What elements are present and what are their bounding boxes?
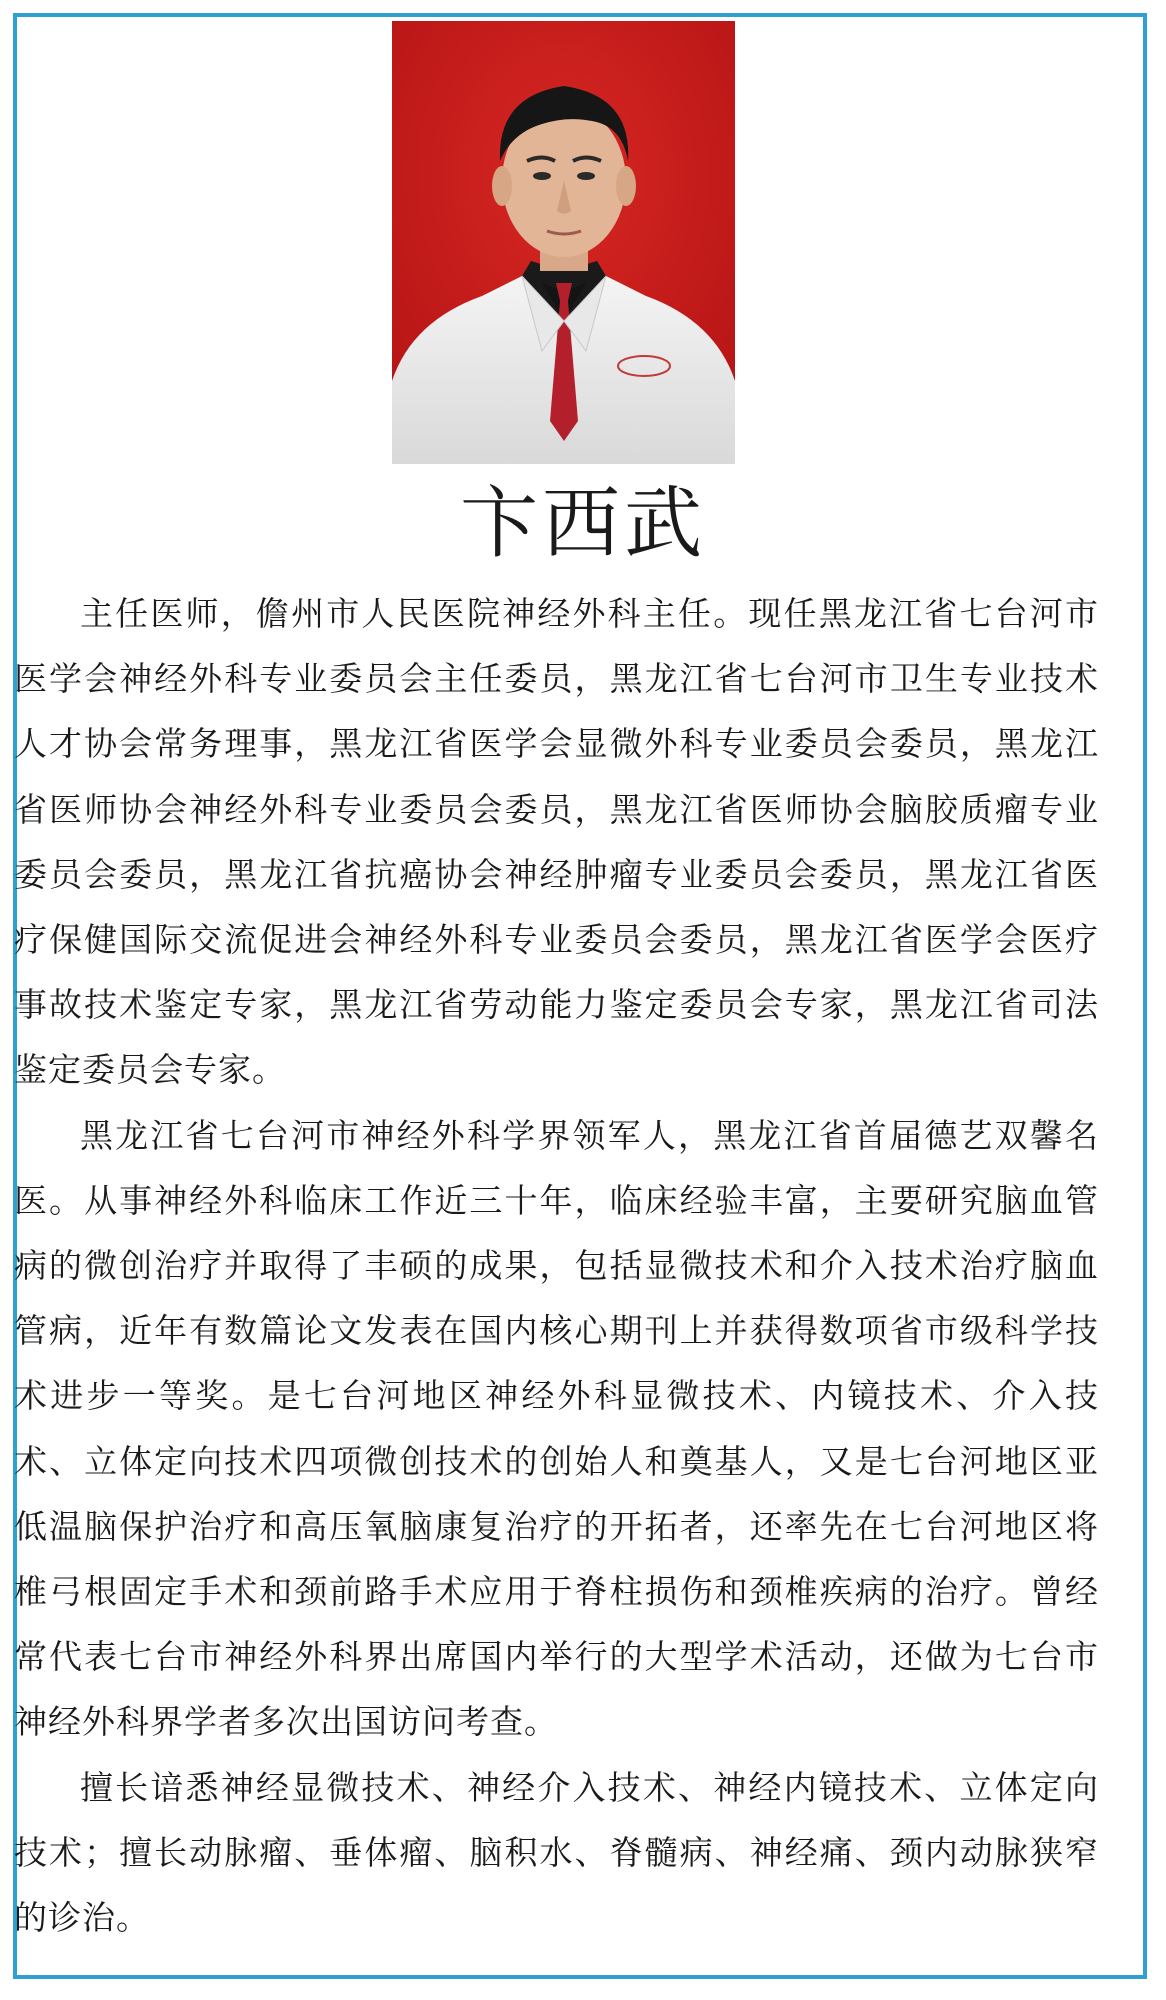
bio-paragraph-positions: 主任医师，儋州市人民医院神经外科主任。现任黑龙江省七台河市医学会神经外科专业委员会主任委员，黑龙江省七台河市卫生专业技术人才协会常务理事，黑龙江省医学会显微外科专业委员会委员，黑龙江省医师协会神经外科专业委员会委员，黑龙江省医师协会脑胶质瘤专业委员会委员，黑龙江省抗癌协会神经肿瘤专业委员会委员，黑龙江省医疗保健国际交流促进会神经外科专业委员会委员，黑龙江省医学会医疗事故技术鉴定专家，黑龙江省劳动能力鉴定委员会专家，黑龙江省司法鉴定委员会专家。 <box>14 594 1099 1090</box>
bio-paragraph-achievements: 黑龙江省七台河市神经外科学界领军人，黑龙江省首届德艺双馨名医。从事神经外科临床工作近三十年，临床经验丰富，主要研究脑血管病的微创治疗并取得了丰硕的成果，包括显微技术和介入技术治疗脑血管病，近年有数篇论文发表在国内核心期刊上并获得数项省市级科学技术进步一等奖。是七台河地区神经外科显微技术、内镜技术、介入技术、立体定向技术四项微创技术的创始人和奠基人，又是七台河地区亚低温脑保护治疗和高压氧脑康复治疗的开拓者，还率先在七台河地区将椎弓根固定手术和颈前路手术应用于脊柱损伤和颈椎疾病的治疗。曾经常代表七台市神经外科界出席国内举行的大型学术活动，还做为七台市神经外科界学者多次出国访问考查。 <box>14 1115 1099 1742</box>
portrait-icon <box>392 21 735 464</box>
bio-paragraph-specialties: 擅长谙悉神经显微技术、神经介入技术、神经内镜技术、立体定向技术；擅长动脉瘤、垂体瘤、脑积水、脊髓病、神经痛、颈内动脉狭窄的诊治。 <box>14 1767 1099 1938</box>
doctor-portrait-photo <box>392 21 735 464</box>
doctor-name: 卞西武 <box>459 479 706 569</box>
biography <box>14 581 1099 1950</box>
